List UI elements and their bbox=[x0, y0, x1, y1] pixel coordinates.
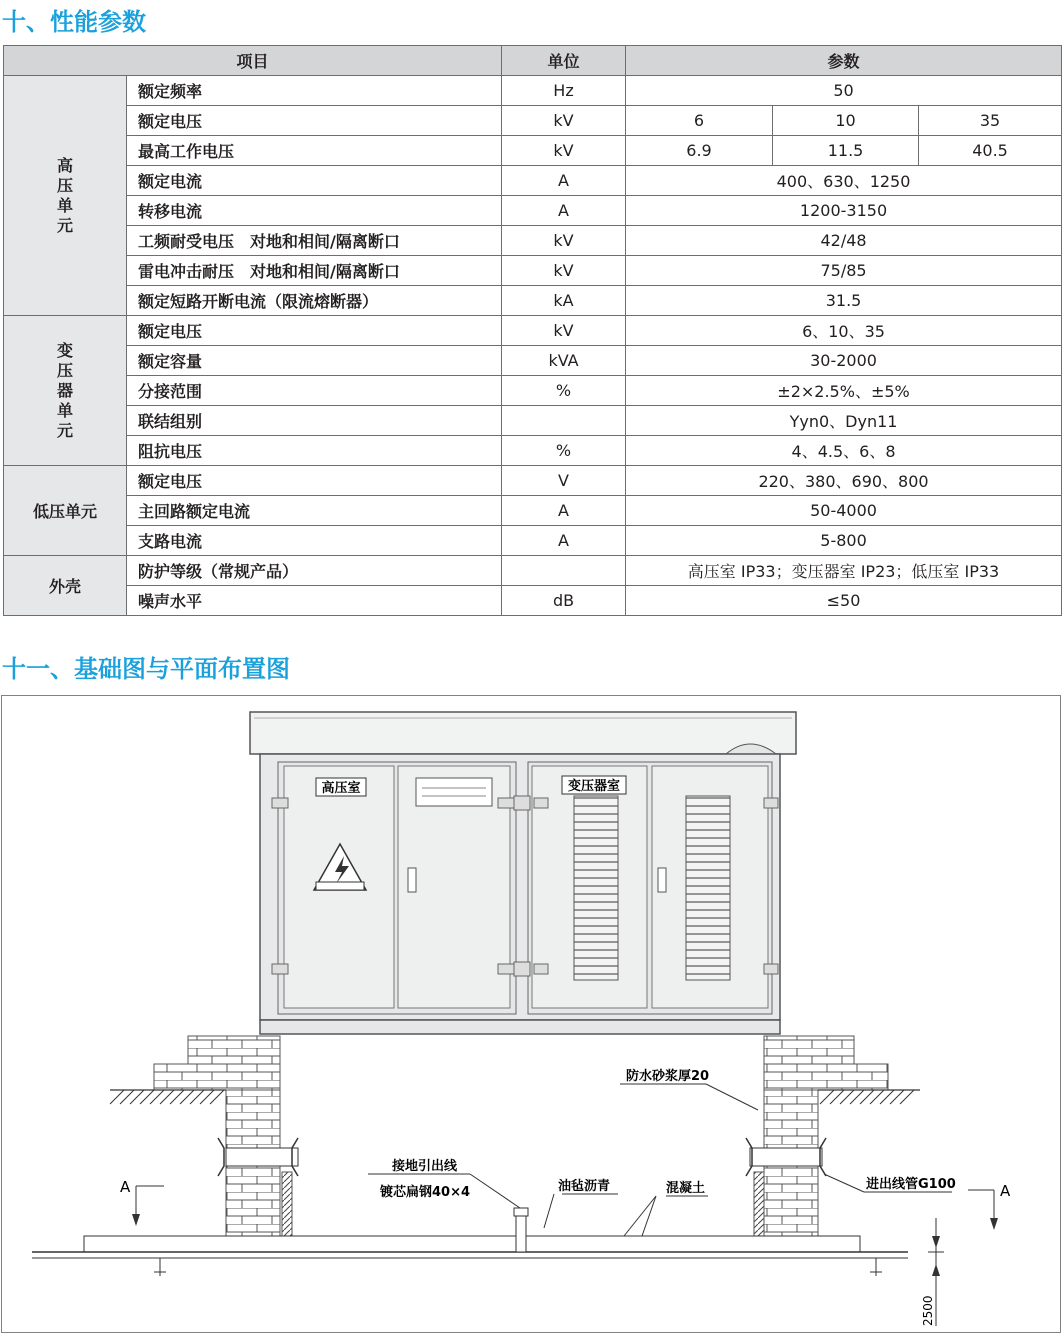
row-value: ±2×2.5%、±5% bbox=[626, 376, 1062, 406]
section-marker-left bbox=[132, 1186, 164, 1226]
row-unit: % bbox=[502, 376, 626, 406]
cabinet-roof bbox=[250, 712, 796, 754]
table-row bbox=[4, 226, 1062, 256]
row-value: 5-800 bbox=[626, 526, 1062, 556]
row-value: 6 bbox=[626, 106, 773, 136]
row-value: 31.5 bbox=[626, 286, 1062, 316]
table-row bbox=[4, 406, 1062, 436]
brick-foundation-right bbox=[754, 1036, 888, 1236]
table-row bbox=[4, 136, 1062, 166]
table-row bbox=[4, 256, 1062, 286]
row-unit: kV bbox=[502, 136, 626, 166]
table-row bbox=[4, 496, 1062, 526]
row-item: 额定电压 bbox=[127, 106, 502, 136]
section-label-left: A bbox=[120, 1178, 131, 1196]
row-value: 11.5 bbox=[773, 136, 919, 166]
row-value: 6、10、35 bbox=[626, 316, 1062, 346]
row-item: 最高工作电压 bbox=[127, 136, 502, 166]
table-row bbox=[4, 76, 1062, 106]
row-value: 400、630、1250 bbox=[626, 166, 1062, 196]
row-item: 额定电压 bbox=[127, 316, 502, 346]
row-item: 支路电流 bbox=[127, 526, 502, 556]
row-unit bbox=[502, 406, 626, 436]
row-unit: Hz bbox=[502, 76, 626, 106]
row-item: 联结组别 bbox=[127, 406, 502, 436]
header-value: 参数 bbox=[626, 46, 1062, 76]
row-unit: dB bbox=[502, 586, 626, 616]
table-row bbox=[4, 316, 1062, 346]
drawing-svg bbox=[2, 696, 1060, 1332]
row-value: 75/85 bbox=[626, 256, 1062, 286]
header-unit: 单位 bbox=[502, 46, 626, 76]
row-item: 阻抗电压 bbox=[127, 436, 502, 466]
row-unit: A bbox=[502, 166, 626, 196]
row-unit: A bbox=[502, 496, 626, 526]
table-row bbox=[4, 556, 1062, 586]
label-ground-steel: 镀芯扁钢40×4 bbox=[380, 1185, 471, 1200]
row-item: 额定容量 bbox=[127, 346, 502, 376]
row-value: 220、380、690、800 bbox=[626, 466, 1062, 496]
row-unit: A bbox=[502, 526, 626, 556]
row-value: 高压室 IP33；变压器室 IP23；低压室 IP33 bbox=[626, 556, 1062, 586]
table-row bbox=[4, 286, 1062, 316]
row-item: 转移电流 bbox=[127, 196, 502, 226]
row-unit bbox=[502, 556, 626, 586]
row-unit: kV bbox=[502, 256, 626, 286]
label-hv-room: 高压室 bbox=[321, 781, 361, 796]
row-unit: kVA bbox=[502, 346, 626, 376]
row-value: 10 bbox=[773, 106, 919, 136]
table-row bbox=[4, 586, 1062, 616]
header-item: 项目 bbox=[4, 46, 502, 76]
row-value: 42/48 bbox=[626, 226, 1062, 256]
row-value: 40.5 bbox=[919, 136, 1062, 166]
row-item: 额定频率 bbox=[127, 76, 502, 106]
row-item: 防护等级（常规产品） bbox=[127, 556, 502, 586]
table-header-row bbox=[4, 46, 1062, 76]
row-unit: V bbox=[502, 466, 626, 496]
label-conduit: 进出线管G100 bbox=[866, 1177, 956, 1192]
group-transformer: 变压器单元 bbox=[4, 316, 127, 466]
table-row bbox=[4, 346, 1062, 376]
table-row bbox=[4, 376, 1062, 406]
row-unit: kV bbox=[502, 316, 626, 346]
row-item: 工频耐受电压 对地和相间/隔离断口 bbox=[127, 226, 502, 256]
dimension-label: 2500 bbox=[921, 1295, 935, 1326]
group-lv: 低压单元 bbox=[4, 466, 127, 556]
row-item: 额定短路开断电流（限流熔断器） bbox=[127, 286, 502, 316]
row-item: 主回路额定电流 bbox=[127, 496, 502, 526]
row-value: 30-2000 bbox=[626, 346, 1062, 376]
row-unit: A bbox=[502, 196, 626, 226]
section-title-performance: 十、性能参数 bbox=[2, 8, 146, 36]
section-label-right: A bbox=[1000, 1182, 1011, 1200]
row-value: 50-4000 bbox=[626, 496, 1062, 526]
row-unit: kA bbox=[502, 286, 626, 316]
row-unit: kV bbox=[502, 106, 626, 136]
table-row bbox=[4, 106, 1062, 136]
row-item: 雷电冲击耐压 对地和相间/隔离断口 bbox=[127, 256, 502, 286]
label-concrete: 混凝土 bbox=[666, 1181, 706, 1196]
row-item: 额定电流 bbox=[127, 166, 502, 196]
row-value: 35 bbox=[919, 106, 1062, 136]
row-value: ≤50 bbox=[626, 586, 1062, 616]
group-hv: 高压单元 bbox=[4, 76, 127, 316]
section-marker-right bbox=[968, 1190, 998, 1230]
row-unit: % bbox=[502, 436, 626, 466]
row-value: 6.9 bbox=[626, 136, 773, 166]
row-unit: kV bbox=[502, 226, 626, 256]
table-row bbox=[4, 526, 1062, 556]
table-row bbox=[4, 166, 1062, 196]
row-item: 分接范围 bbox=[127, 376, 502, 406]
label-ground-lead: 接地引出线 bbox=[392, 1159, 458, 1174]
label-asphalt: 油毡沥青 bbox=[558, 1179, 611, 1194]
label-waterproof: 防水砂浆厚20 bbox=[626, 1069, 710, 1084]
row-value: 1200-3150 bbox=[626, 196, 1062, 226]
row-value: Yyn0、Dyn11 bbox=[626, 406, 1062, 436]
foundation-drawing bbox=[1, 695, 1061, 1333]
row-value: 4、4.5、6、8 bbox=[626, 436, 1062, 466]
row-value: 50 bbox=[626, 76, 1062, 106]
parameter-table bbox=[3, 45, 1062, 616]
row-item: 额定电压 bbox=[127, 466, 502, 496]
table-row bbox=[4, 466, 1062, 496]
table-row bbox=[4, 196, 1062, 226]
group-enclosure: 外壳 bbox=[4, 556, 127, 616]
row-item: 噪声水平 bbox=[127, 586, 502, 616]
label-transformer-room: 变压器室 bbox=[567, 779, 621, 794]
table-row bbox=[4, 436, 1062, 466]
brick-foundation-left bbox=[154, 1036, 292, 1236]
section-title-foundation: 十一、基础图与平面布置图 bbox=[2, 655, 290, 683]
